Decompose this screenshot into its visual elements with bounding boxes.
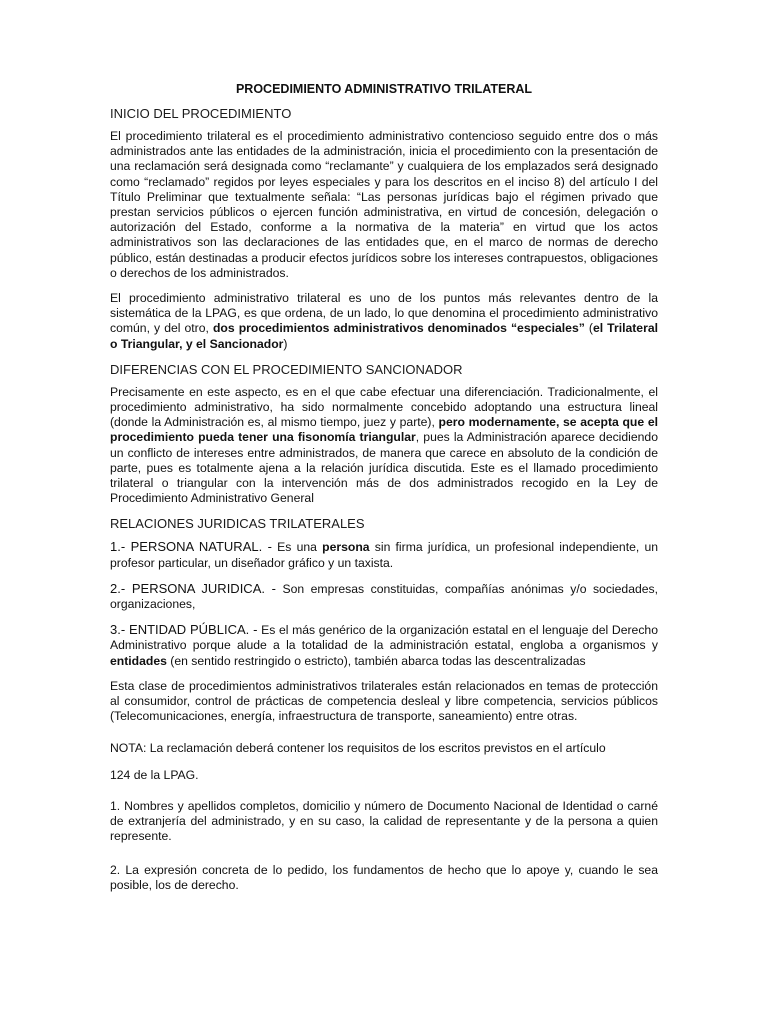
text-run: Es el más genérico de la organización estatal en el lenguaje del Derecho Administrativo porque alude a la totalidad de la administración estatal, engloba a organismos y (110, 623, 658, 653)
bold-run: dos procedimientos administrativos denominados “especiales” (212, 321, 585, 336)
note-line-continued: 124 de la LPAG. (110, 767, 199, 782)
heading-diferencias: DIFERENCIAS CON EL PROCEDIMIENTO SANCIONADOR (110, 361, 463, 377)
list-item-persona-natural (110, 539, 658, 570)
list-item-entidad-publica (110, 622, 658, 669)
text-run: Es una (271, 540, 323, 555)
text-run: El procedimiento administrativo trilateral es uno de los puntos más relevantes dentro de la sistemática de la LPAG, es que ordena, de un lado, lo que denomina el procedimiento administrativo común, y del otro, (110, 291, 658, 336)
bold-run: el Trilateral o Triangular, y el Sancionador (110, 321, 658, 351)
bold-run: entidades (110, 653, 167, 668)
note-line: NOTA: La reclamación deberá contener los requisitos de los escritos previstos en el artículo (110, 740, 606, 755)
text-run: (en sentido restringido o estricto), también abarca todas las descentralizadas (166, 653, 586, 668)
text-run: Son empresas constituidas, compañías anónimas y/o sociedades, organizaciones, (110, 581, 659, 612)
list-item-persona-juridica (110, 581, 658, 612)
heading-inicio: INICIO DEL PROCEDIMIENTO (110, 106, 292, 121)
bold-run: pero modernamente, se acepta que el procedimiento pueda tener una fisonomía triangular (110, 415, 658, 445)
text-run: sin firma jurídica, un profesional independiente, un profesor particular, un diseñador gráfico y un taxista. (110, 540, 659, 570)
paragraph-diferencias (110, 385, 658, 507)
text-run: , pues la Administración aparece decidiendo un conflicto de intereses entre administrados, de manera que carece en absoluto de la condición de parte, pues es totalmente ajena a la relación jurídica discutida. Este es el llamado procedimiento trilateral o triangular con la intervención más de dos administrados recogido en la Ley de Procedimiento Administrativo General (110, 430, 658, 506)
paragraph-inicio: El procedimiento trilateral es el procedimiento administrativo contencioso seguido entre dos o más administrados ante las entidades de la administración, inicia el procedimiento con la presentación de una reclamación será designada como “reclamante” y cualquiera de los emplazados será designado como “reclamado” regidos por leyes especiales y para los descritos en el inciso 8) del artículo I del Título Preliminar que textualmente señala: “Las personas jurídicas bajo el régimen privado que prestan servicios públicos o ejercen función administrativa, en virtud de concesión, delegación o autorización del Estado, conforme a la normativa de la materia” en virtud que los actos administrativos son las declaraciones de las entidades que, en el marco de normas de derecho público, están destinadas a producir efectos jurídicos sobre los intereses contrapuestos, obligaciones o derechos de los administrados. (110, 129, 658, 280)
requirement-item: 1. Nombres y apellidos completos, domicilio y número de Documento Nacional de Identidad o carné de extranjería del administrado, y en su caso, la calidad de representante y de la persona a quien represente. (110, 798, 658, 844)
document-title: PROCEDIMIENTO ADMINISTRATIVO TRILATERAL (235, 82, 533, 96)
paragraph-temas: Esta clase de procedimientos administrativos trilaterales están relacionados en temas de protección al consumidor, control de prácticas de competencia desleal y libre competencia, servicios públicos (Telecomunicaciones, energía, infraestructura de transporte, saneamiento) entre otras. (110, 678, 658, 724)
text-run: Precisamente en este aspecto, es en el que cabe efectuar una diferenciación. Tradicionalmente, el procedimiento administrativo, ha sido normalmente concebido adoptando una estructura lineal (donde la Administración es, al mismo tiempo, juez y parte), (110, 384, 658, 430)
requirement-item: 2. La expresión concreta de lo pedido, los fundamentos de hecho que lo apoye y, cuando le sea posible, los de derecho. (110, 862, 658, 892)
text-run: ( (584, 321, 593, 336)
bold-run: persona (322, 540, 370, 555)
paragraph-relevancia (110, 291, 658, 352)
item-lead: 3.- ENTIDAD PÚBLICA. - (110, 622, 258, 638)
item-lead: 2.- PERSONA JURIDICA. - (110, 580, 277, 596)
item-lead: 1.- PERSONA NATURAL. - (110, 539, 272, 555)
text-run: ) (283, 336, 288, 351)
heading-relaciones: RELACIONES JURIDICAS TRILATERALES (110, 516, 365, 532)
